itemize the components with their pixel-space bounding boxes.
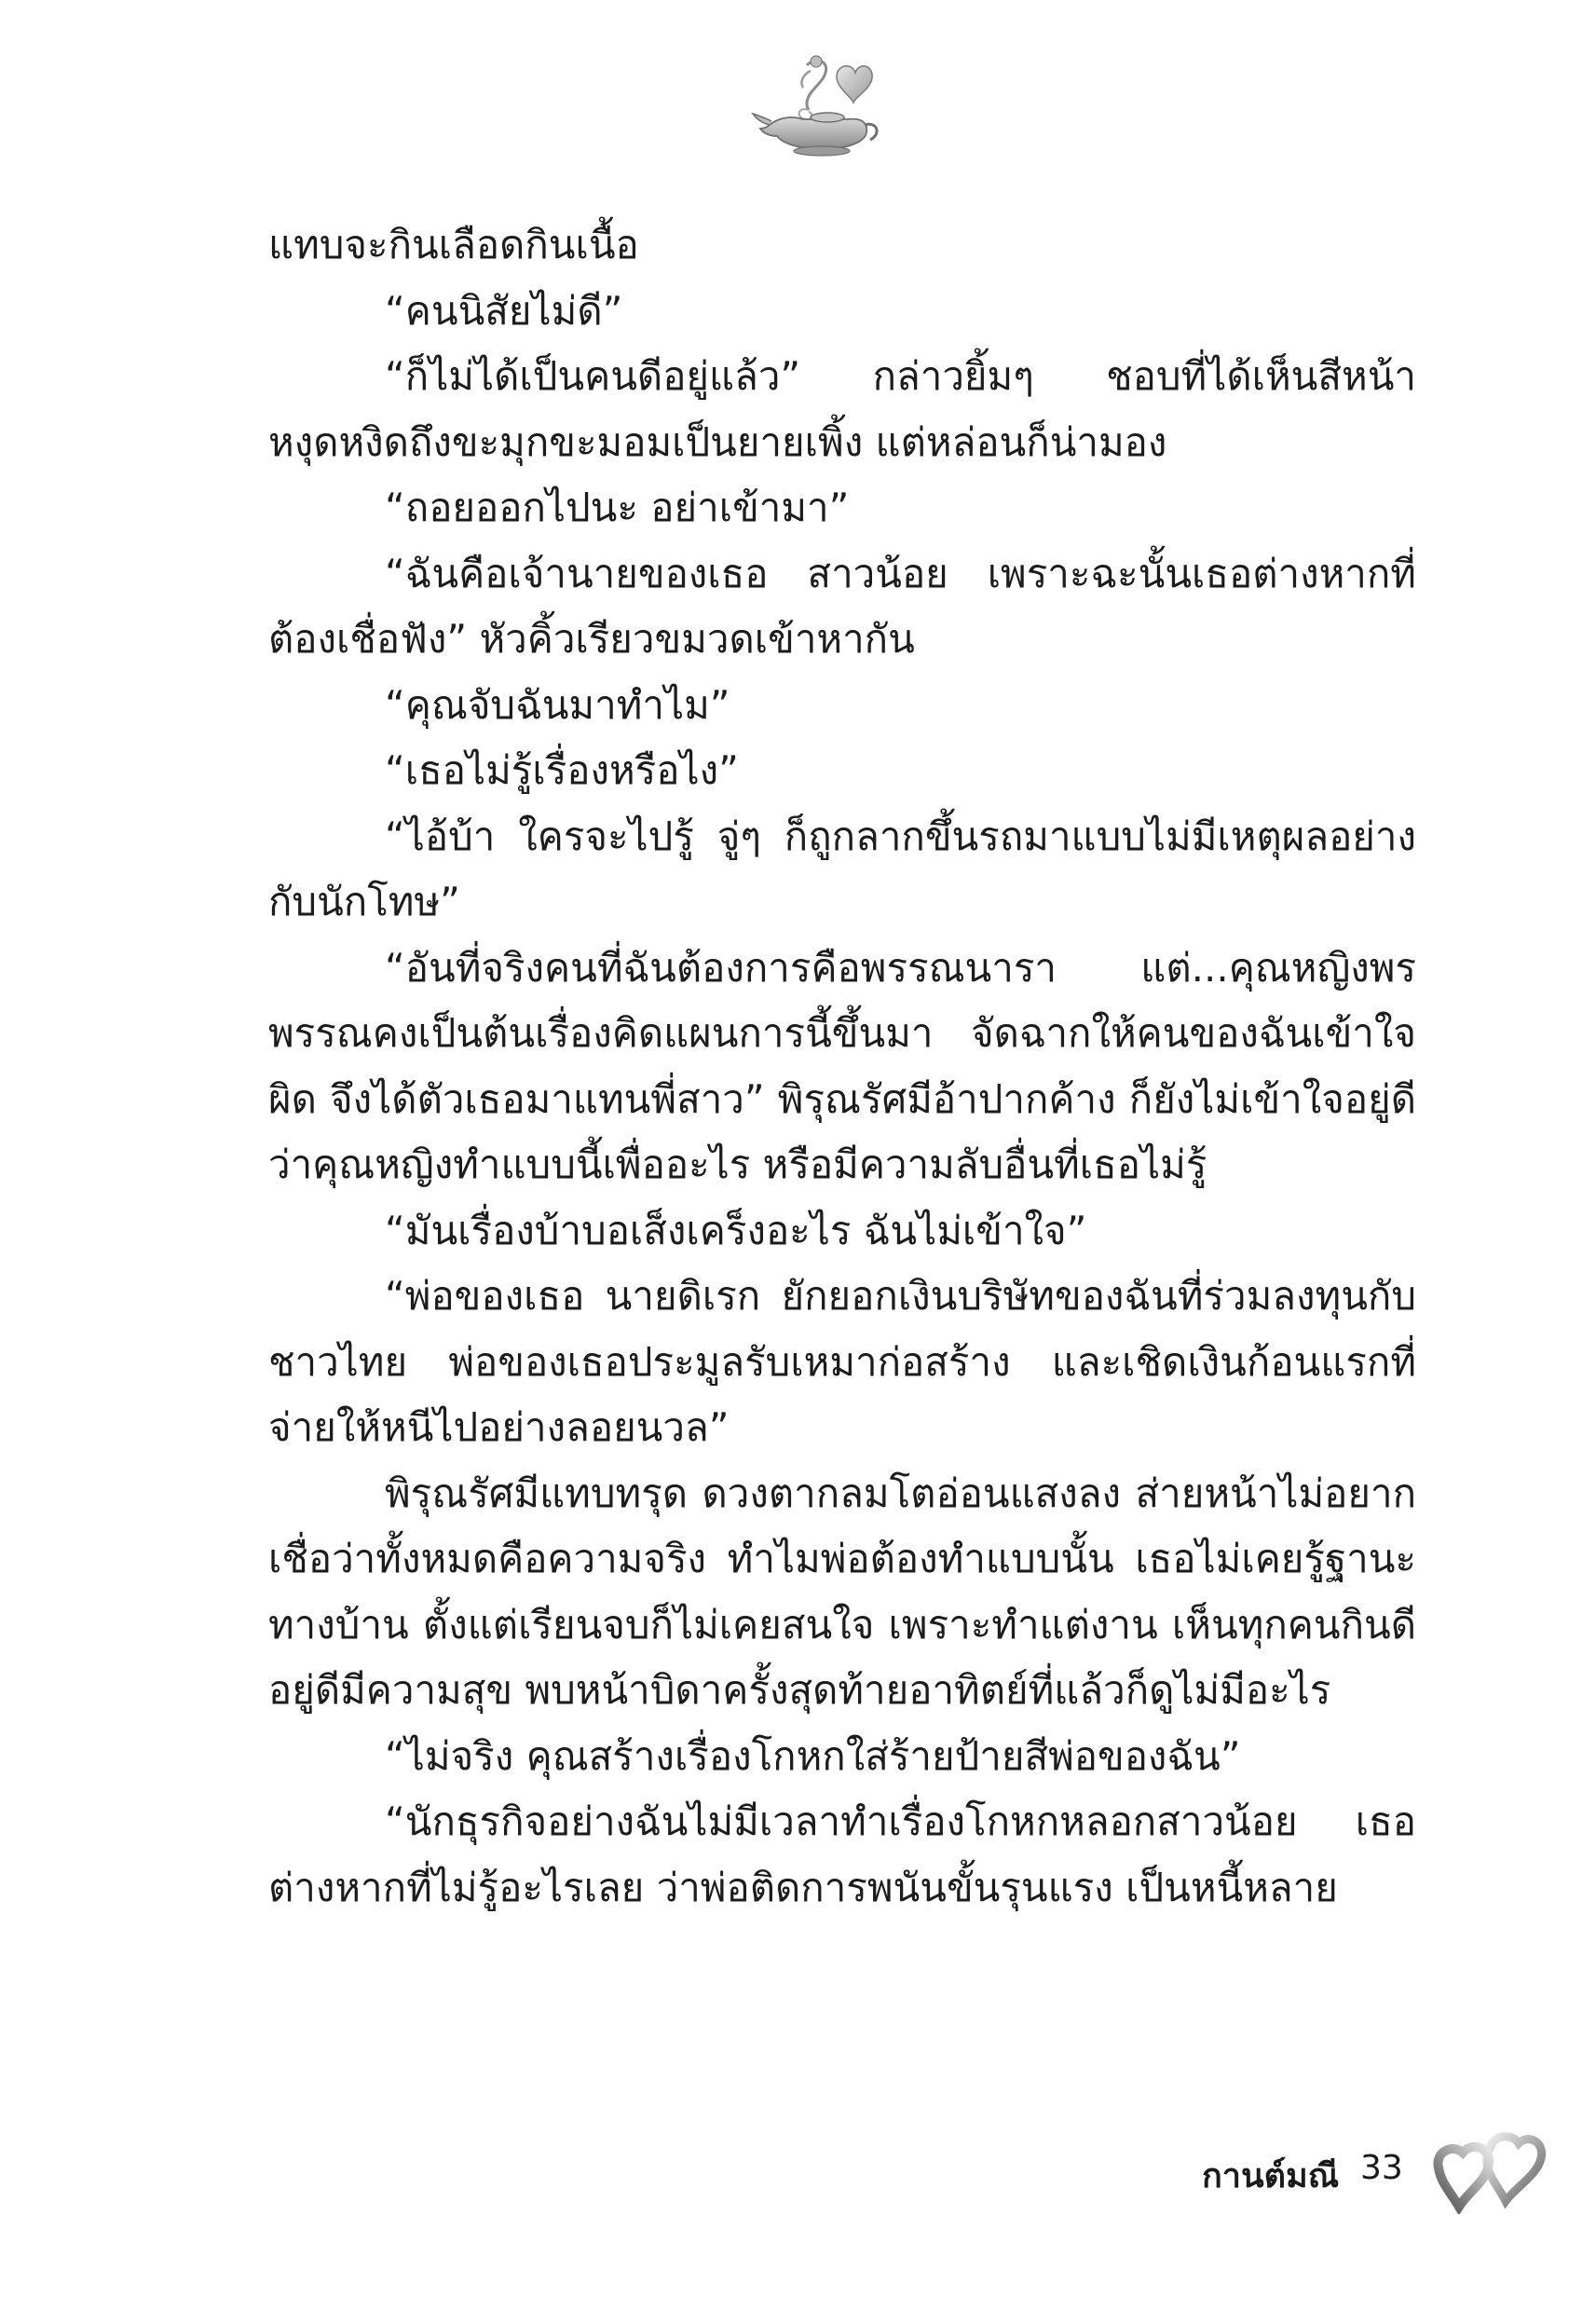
paragraph: “คนนิสัยไม่ดี” xyxy=(385,287,623,334)
paragraph: “มันเรื่องบ้าบอเส็งเคร็งอะไร ฉันไม่เข้าใจ” xyxy=(385,1207,1087,1253)
genie-lamp-heart-icon xyxy=(751,48,891,160)
paragraph: “ไม่จริง คุณสร้างเรื่องโกหกใส่ร้ายป้ายสีพ่อของฉัน” xyxy=(385,1732,1241,1779)
interlocked-hearts-icon xyxy=(1425,2130,1547,2214)
paragraph: “ถอยออกไปนะ อย่าเข้ามา” xyxy=(385,485,850,530)
paragraph: “คุณจับฉันมาทำไม” xyxy=(385,681,730,728)
paragraph: “เธอไม่รู้เรื่องหรือไง” xyxy=(385,747,739,793)
paragraph: “นักธุรกิจอย่างฉันไม่มีเวลาทำเรื่องโกหกหลอกสาวน้อย เธอต่างหากที่ไม่รู้อะไรเลย ว่าพ่อติดการพนันขั้นรุนแรง เป็นหนี้หลาย xyxy=(268,1798,1416,1910)
paragraph: แทบจะกินเลือดกินเนื้อ xyxy=(268,222,639,267)
paragraph: “อันที่จริงคนที่ฉันต้องการคือพรรณนารา แต่...คุณหญิงพรพรรณคงเป็นต้นเรื่องคิดแผนการนี้ขึ้นมา จัดฉากให้คนของฉันเข้าใจผิด จึงได้ตัวเธอมาแทนพี่สาว” พิรุณรัศมีอ้าปากค้าง ก็ยังไม่เข้าใจอยู่ดีว่าคุณหญิงทำแบบนี้เพื่ออะไร หรือมีความลับอื่นที่เธอไม่รู้ xyxy=(268,944,1416,1187)
paragraph: “พ่อของเธอ นายดิเรก ยักยอกเงินบริษัทของฉันที่ร่วมลงทุนกับชาวไทย พ่อของเธอประมูลรับเหมาก่อสร้าง และเชิดเงินก้อนแรกที่จ่ายให้หนีไปอย่างลอยนวล” xyxy=(268,1273,1416,1450)
paragraph: “ไอ้บ้า ใครจะไปรู้ จู่ๆ ก็ถูกลากขึ้นรถมาแบบไม่มีเหตุผลอย่างกับนักโทษ” xyxy=(268,813,1416,924)
body-text xyxy=(268,212,1416,1921)
page-footer xyxy=(1202,2130,1575,2214)
page-number: 33 xyxy=(1360,2149,1403,2187)
paragraph: พิรุณรัศมีแทบทรุด ดวงตากลมโตอ่อนแสงลง ส่ายหน้าไม่อยากเชื่อว่าทั้งหมดคือความจริง ทำไมพ่อต้องทำแบบนั้น เธอไม่เคยรู้ฐานะทางบ้าน ตั้งแต่เรียนจบก็ไม่เคยสนใจ เพราะทำแต่งาน เห็นทุกคนกินดีอยู่ดีมีความสุข พบหน้าบิดาครั้งสุดท้ายอาทิตย์ที่แล้วก็ดูไม่มีอะไร xyxy=(268,1470,1416,1713)
paragraph: “ฉันคือเจ้านายของเธอ สาวน้อย เพราะฉะนั้นเธอต่างหากที่ต้องเชื่อฟัง” หัวคิ้วเรียวขมวดเข้าหากัน xyxy=(268,550,1416,662)
paragraph: “ก็ไม่ได้เป็นคนดีอยู่แล้ว” กล่าวยิ้มๆ ชอบที่ได้เห็นสีหน้าหงุดหงิดถึงขะมุกขะมอมเป็นยายเพิ้ง แต่หล่อนก็น่ามอง xyxy=(268,353,1416,465)
author-name: กานต์มณี xyxy=(1202,2157,1340,2195)
